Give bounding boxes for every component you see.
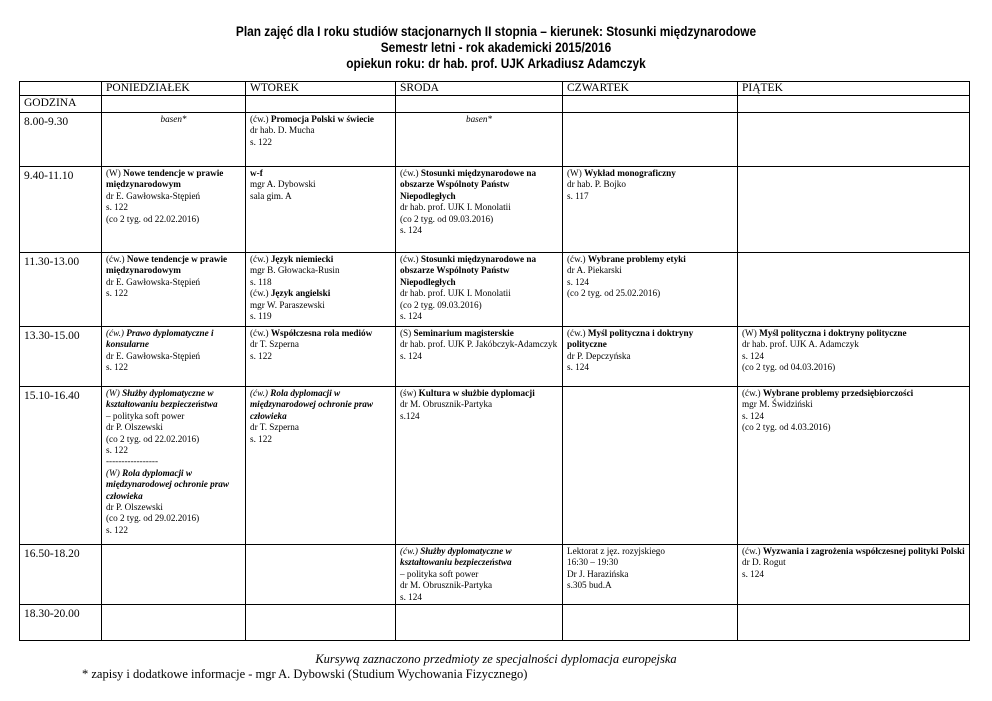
class-type: (ćw.) [567,328,588,338]
class-detail: – polityka soft power [400,568,479,579]
time-slot: 13.30-15.00 [20,327,102,387]
class-detail: s. 122 [106,524,128,535]
italic-legend-note: Kursywą zaznaczono przedmioty ze specjalności dyplomacja europejska [315,652,677,666]
class-cell [102,253,246,327]
class-type: (W) [742,328,760,338]
class-detail: (co 2 tyg. 09.03.2016) [400,299,482,310]
class-detail: dr T. Szperna [250,339,299,350]
class-detail: mgr M. Świdziński [742,399,813,410]
empty-cell [738,605,970,641]
class-detail: dr hab. P. Bojko [567,179,626,190]
empty-cell [246,545,396,605]
class-cell [563,167,738,253]
day-thursday: CZWARTEK [563,82,738,96]
course-title: Służby dyplomatyczne w kształtowaniu bezpieczeństwa [400,546,512,568]
class-cell [102,167,246,253]
class-detail: (co 2 tyg. od 09.03.2016) [400,213,494,224]
day-wednesday: ŚRODA [396,82,563,96]
class-detail: s.124 [400,410,420,421]
class-detail: dr hab. prof. UJK I. Monolatii [400,288,511,299]
class-cell [246,387,396,545]
course-title: Seminarium magisterskie [413,328,514,338]
godzina-label: GODZINA [20,96,102,113]
empty-cell [563,387,738,545]
document-header [60,24,933,72]
class-cell [246,327,396,387]
time-slot: 18.30-20.00 [20,605,102,641]
time-slot: 15.10-16.40 [20,387,102,545]
empty-cell [102,96,246,113]
day-friday: PIĄTEK [738,82,970,96]
course-title: Prawo dyplomatyczne i konsularne [106,328,214,350]
class-type: (ćw.) [250,254,271,264]
class-cell [563,545,738,605]
class-detail: s. 124 [400,311,422,322]
class-detail: s. 118 [250,276,272,287]
day-tuesday: WTOREK [246,82,396,96]
class-detail: dr P. Depczyńska [567,350,631,361]
class-cell [738,387,970,545]
class-cell: basen* [396,113,563,167]
time-slot: 8.00-9.30 [20,113,102,167]
class-detail: mgr W. Paraszewski [250,299,325,310]
class-detail: sala gim. A [250,190,292,201]
course-title: Stosunki międzynarodowe na obszarze Wspólnoty Państw Niepodległych [400,168,537,201]
empty-cell [396,605,563,641]
empty-cell [738,113,970,167]
godzina-row [20,96,970,113]
footnote: * zapisy i dodatkowe informacje - mgr A. Dybowski (Studium Wychowania Fizycznego) [82,667,528,681]
course-title: Język niemiecki [270,254,334,264]
title-line-3: opiekun roku: dr hab. prof. UJK Arkadiusz Adamczyk [346,56,646,71]
course-title: Współczesna rola mediów [270,328,373,338]
class-detail: s. 124 [742,410,764,421]
empty-cell [102,605,246,641]
empty-cell [563,96,738,113]
corner-cell [20,82,102,96]
time-row [20,605,970,641]
class-detail: s. 122 [250,350,272,361]
time-slot: 16.50-18.20 [20,545,102,605]
class-detail: mgr A. Dybowski [250,179,316,190]
class-type: (W) [106,467,123,478]
class-cell [396,327,563,387]
class-detail: dr T. Szperna [250,422,299,433]
class-detail: Dr J. Harazińska [567,568,629,579]
class-detail: s. 124 [742,350,764,361]
time-row [20,327,970,387]
empty-cell [738,167,970,253]
class-detail: dr hab. D. Mucha [250,125,315,136]
course-title: Rola dyplomacji w międzynarodowej ochronie praw człowieka [106,467,230,501]
class-detail: mgr B. Głowacka-Rusin [250,265,340,276]
class-cell [563,253,738,327]
class-detail: – polityka soft power [106,410,185,421]
class-detail: dr hab. prof. UJK I. Monolatii [400,202,511,213]
class-type: (ćw.) [400,168,421,178]
class-detail: s. 122 [250,433,272,444]
course-title: Myśl polityczna i doktryny polityczne [759,328,907,338]
class-detail: dr P. Olszewski [106,502,163,513]
class-type: (ćw.) [250,328,271,338]
day-header-row [20,82,970,96]
class-type: (ćw.) [742,546,763,556]
empty-cell [563,605,738,641]
course-title: Służby dyplomatyczne w kształtowaniu bezpieczeństwa [106,388,218,410]
course-title: Wybrane problemy przedsiębiorczości [762,388,914,398]
day-monday: PONIEDZIAŁEK [102,82,246,96]
class-type: (ćw.) [106,254,127,264]
empty-cell [396,96,563,113]
class-type: (ćw.) [250,388,271,398]
class-detail: (co 2 tyg. od 04.03.2016) [742,362,836,373]
course-title: w-f [250,168,263,178]
course-title: Nowe tendencje w prawie międzynarodowym [106,254,228,276]
class-detail: dr M. Obrusznik-Partyka [400,399,493,410]
course-title: Wykład monograficzny [584,168,676,178]
class-detail: s. 124 [400,591,422,602]
schedule-table [19,81,970,641]
class-detail: s. 124 [567,362,589,373]
class-type: (W) [106,388,123,398]
course-title: Wyzwania i zagrożenia współczesnej polityki Polski [762,546,965,556]
time-row [20,387,970,545]
class-detail: s. 124 [400,225,422,236]
empty-cell [246,96,396,113]
class-detail: s. 124 [567,276,589,287]
class-cell [396,253,563,327]
class-cell [563,327,738,387]
title-line-2: Semestr letni - rok akademicki 2015/2016 [380,40,612,55]
class-detail: dr M. Obrusznik-Partyka [400,580,493,591]
class-cell [738,545,970,605]
class-type: (ćw.) [400,546,421,556]
class-detail: (co 2 tyg. od 4.03.2016) [742,422,831,433]
class-detail: (co 2 tyg. od 29.02.2016) [106,513,200,524]
empty-cell [738,96,970,113]
class-detail: s. 124 [742,568,764,579]
class-detail: s. 122 [106,202,128,213]
class-detail: Lektorat z jęz. rozyjskiego [567,546,665,556]
class-type: (ćw.) [250,114,271,124]
empty-cell [246,605,396,641]
time-row [20,545,970,605]
class-detail: 16:30 – 19:30 [567,557,619,568]
class-type: (ćw.) [250,288,271,299]
class-cell [102,387,246,545]
course-title: Język angielski [270,288,331,299]
class-cell [396,545,563,605]
class-cell [396,167,563,253]
class-type: (ćw.) [567,254,588,264]
class-detail: dr E. Gawłowska-Stępień [106,276,201,287]
empty-cell [738,253,970,327]
class-detail: s. 119 [250,311,272,322]
class-cell [102,327,246,387]
class-cell [246,113,396,167]
class-type: (ćw.) [400,254,421,264]
class-detail: s. 122 [106,445,128,456]
class-type: (S) [400,328,414,338]
course-title: Rola dyplomacji w międzynarodowej ochronie praw człowieka [250,388,374,421]
class-type: (św) [400,388,419,398]
class-type: (W) [567,168,585,178]
course-title: Myśl polityczna i doktryny polityczne [567,328,694,350]
class-detail: dr E. Gawłowska-Stępień [106,350,201,361]
class-cell: basen* [102,113,246,167]
class-detail: s. 117 [567,190,589,201]
class-detail: dr A. Piekarski [567,265,622,276]
time-row [20,113,970,167]
empty-cell [102,545,246,605]
class-type: (ćw.) [742,388,763,398]
class-detail: dr hab. prof. UJK A. Adamczyk [742,339,859,350]
class-detail: (co 2 tyg. od 22.02.2016) [106,213,200,224]
time-row [20,167,970,253]
time-slot: 9.40-11.10 [20,167,102,253]
course-title: Kultura w służbie dyplomacji [418,388,535,398]
class-type: (ćw.) [106,328,127,338]
class-detail: dr D. Rogut [742,557,786,568]
empty-cell [563,113,738,167]
separator-line: ----------------- [106,456,159,467]
class-detail: dr hab. prof. UJK P. Jakóbczyk-Adamczyk [400,339,558,350]
class-detail: (co 2 tyg. od 25.02.2016) [567,288,661,299]
class-detail: s. 122 [106,362,128,373]
class-cell [246,167,396,253]
class-detail: s.305 bud.A [567,580,612,591]
course-title: Stosunki międzynarodowe na obszarze Wspólnoty Państw Niepodległych [400,254,537,287]
time-slot: 11.30-13.00 [20,253,102,327]
class-detail: dr P. Olszewski [106,422,163,433]
class-detail: dr E. Gawłowska-Stępień [106,190,201,201]
class-cell [246,253,396,327]
title-line-1: Plan zajęć dla I roku studiów stacjonarnych II stopnia – kierunek: Stosunki międzynarodowe [235,24,757,39]
class-detail: (co 2 tyg. od 22.02.2016) [106,433,200,444]
course-title: Nowe tendencje w prawie międzynarodowym [106,168,224,190]
class-detail: s. 124 [400,350,422,361]
class-detail: s. 122 [250,136,272,147]
class-cell [396,387,563,545]
course-title: Wybrane problemy etyki [587,254,686,264]
time-row [20,253,970,327]
course-title: Promocja Polski w świecie [270,114,374,124]
class-detail: s. 122 [106,288,128,299]
class-type: (W) [106,168,124,178]
class-cell [738,327,970,387]
